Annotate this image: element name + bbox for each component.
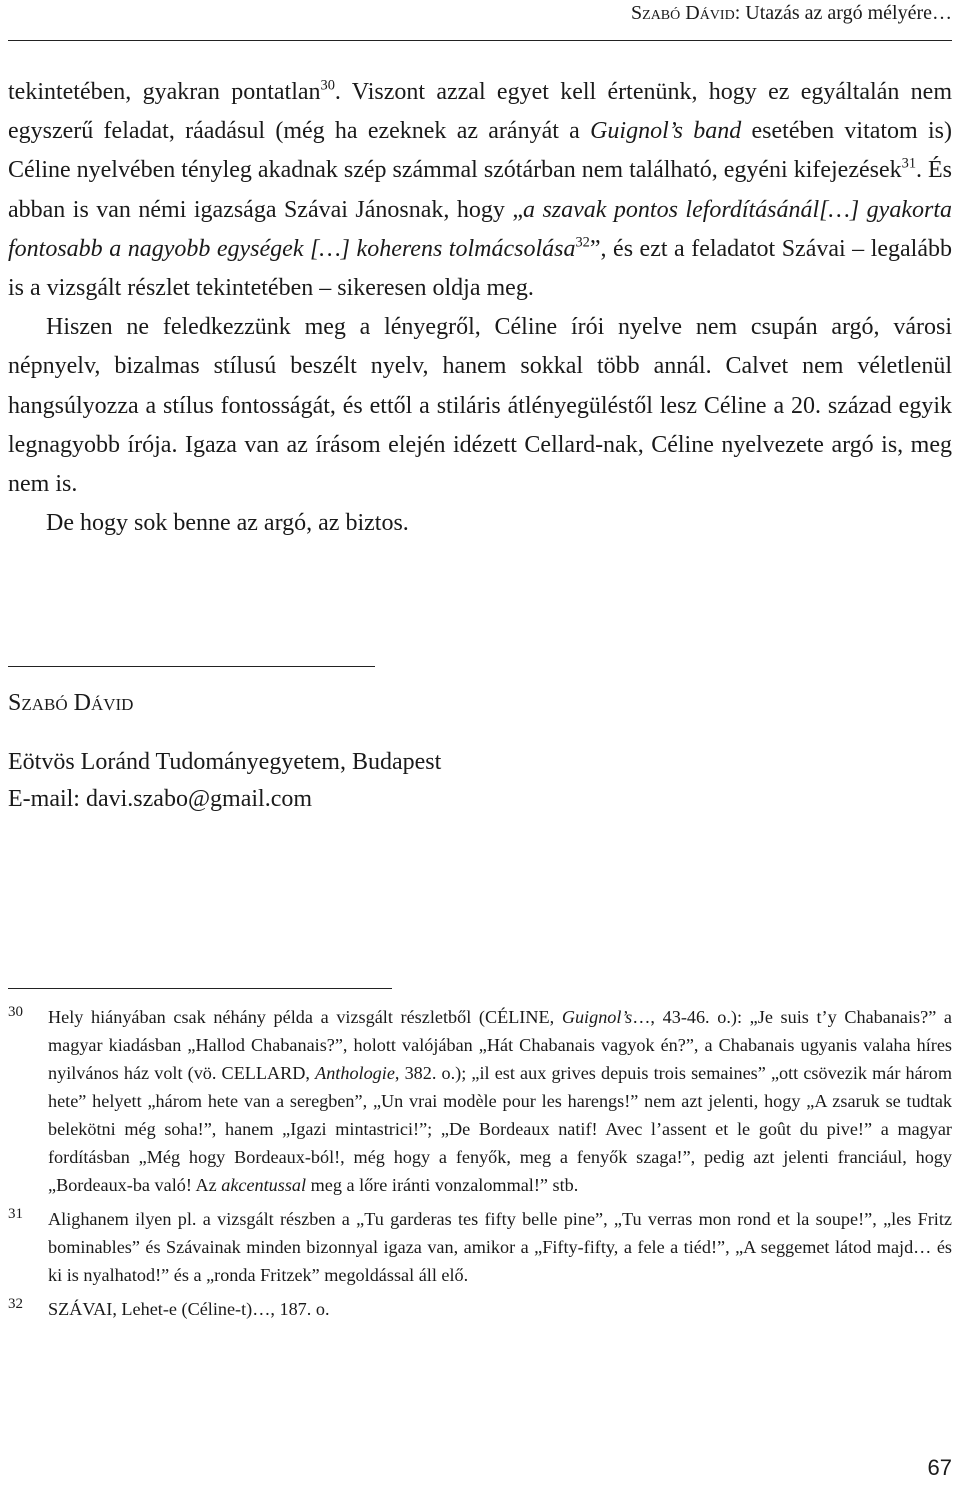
signature-rule: [8, 666, 375, 667]
p1-text-a: tekintetében, gyakran pontatlan: [8, 79, 321, 105]
running-head-title: Utazás az argó mélyére…: [745, 2, 952, 24]
running-head-separator: :: [734, 2, 746, 24]
fn30-title-anthologie: Anthologie: [315, 1063, 395, 1083]
page-number: 67: [927, 1455, 952, 1480]
fn31-text: Alighanem ilyen pl. a vizsgált részben a „Tu garderas tes fifty belle pine”, „Tu verras mon rond et la soupe!”, „les Fritz bominables” és Szávainak minden bizonnyal igaza van, amikor a „Fifty-fifty, a fele a tiéd!”, „A seggemet látod majd… és ki is nyalhatod!” és a „ronda Fritzek” megoldással áll elő.: [48, 1209, 952, 1285]
footnotes: [8, 1003, 952, 1329]
footnote-ref-31[interactable]: 31: [901, 156, 917, 173]
footnote-ref-32[interactable]: 32: [575, 234, 590, 251]
footnote-31: [8, 1205, 952, 1289]
fn30-text-d: meg a lőre iránti vonzalommal!” stb.: [306, 1175, 579, 1195]
fn30-text-b: …, 43-46. o.): „Je suis t’y Chabanais?” a magyar kiadásban „Hallod Chabanais?”, holott valójában „Hát Chabanais vagyok én?”, a Chabanais ugyanis valaha híres nyilvános ház volt (vö. CELLARD,: [48, 1007, 952, 1083]
paragraph-2: Hiszen ne feledkezzünk meg a lényegről, Céline írói nyelve nem csupán argó, városi népnyelv, bizalmas stílusú beszélt nyelv, hanem sokkal több annál. Calvet nem véletlenül hangsúlyozza a stílus fontosságát, és ettől a stiláris átlényegüléstől lesz Céline a 20. század egyik legnagyobb írója. Igaza van az írásom elején idézett Cellard-nak, Céline nyelvezete argó is, meg nem is.: [8, 314, 952, 498]
p1-title-guignols-band: Guignol’s band: [590, 118, 742, 145]
header-rule: [8, 40, 952, 41]
running-head: [631, 2, 952, 25]
footnote-rule: [8, 988, 392, 989]
fn30-text-c: , 382. o.); „il est aux grives depuis trois semaines” „ott csövezik már három hete” helyett „három hete van a seregben”, „Un vrai modèle pour les harengs!” nem azt jelenti, hogy „A zsaruk se tudtak belekötni még soha!”, hanem „Igazi mintastrici!”; „De Bordeaux natif! Avec l’assent et le goût du pive!” a magyar fordításban „Még hogy Bordeaux-ból!, még hogy a fenyők, meg a fenyők szaga!”, pedig azt jelenti franciául, hogy „Bordeaux-ba való! Az: [48, 1063, 952, 1195]
footnote-ref-30[interactable]: 30: [320, 77, 335, 94]
affiliation-block: [8, 744, 441, 818]
running-head-author: Szabó Dávid: [631, 2, 735, 24]
paragraph-3: De hogy sok benne az argó, az biztos.: [46, 510, 409, 537]
p1-text-b: . Viszont azzal egyet kell értenünk, hogy ez egyáltalán nem egyszerű feladat, ráadásul (még ha ezeknek az arányát a: [8, 79, 952, 145]
author-name: Szabó Dávid: [8, 690, 134, 716]
fn32-text: SZÁVAI, Lehet-e (Céline-t)…, 187. o.: [48, 1299, 330, 1319]
fn30-emphasis-akcentussal: akcentussal: [221, 1175, 307, 1195]
body-text: [8, 73, 952, 543]
footnote-number: 31: [8, 1206, 23, 1222]
p1-text-e: ”, és ezt a feladatot Szávai – legalább is a vizsgált részlet tekintetében – sikeresen oldja meg.: [8, 235, 952, 302]
author-email[interactable]: E-mail: davi.szabo@gmail.com: [8, 786, 313, 812]
p1-text-d: . És abban is van némi igazsága Szávai Jánosnak, hogy „: [8, 157, 953, 223]
affiliation: Eötvös Loránd Tudományegyetem, Budapest: [8, 749, 442, 775]
p1-quote: a szavak pontos lefordításánál[…] gyakorta fontosabb a nagyobb egységek […] koherens tolmácsolása: [8, 196, 952, 262]
p1-text-c: esetében vitatom is) Céline nyelvében tényleg akadnak szép számmal szótárban nem található, egyéni kifejezések: [8, 118, 952, 184]
fn30-title-guignols: Guignol’s: [561, 1007, 633, 1027]
footnote-32: [8, 1295, 952, 1323]
footnote-number: 30: [8, 1004, 23, 1020]
footnote-number: 32: [8, 1296, 23, 1312]
fn30-text-a: Hely hiányában csak néhány példa a vizsgált részletből (CÉLINE,: [48, 1007, 562, 1027]
footnote-30: [8, 1003, 952, 1199]
paragraph-1: [8, 73, 952, 308]
